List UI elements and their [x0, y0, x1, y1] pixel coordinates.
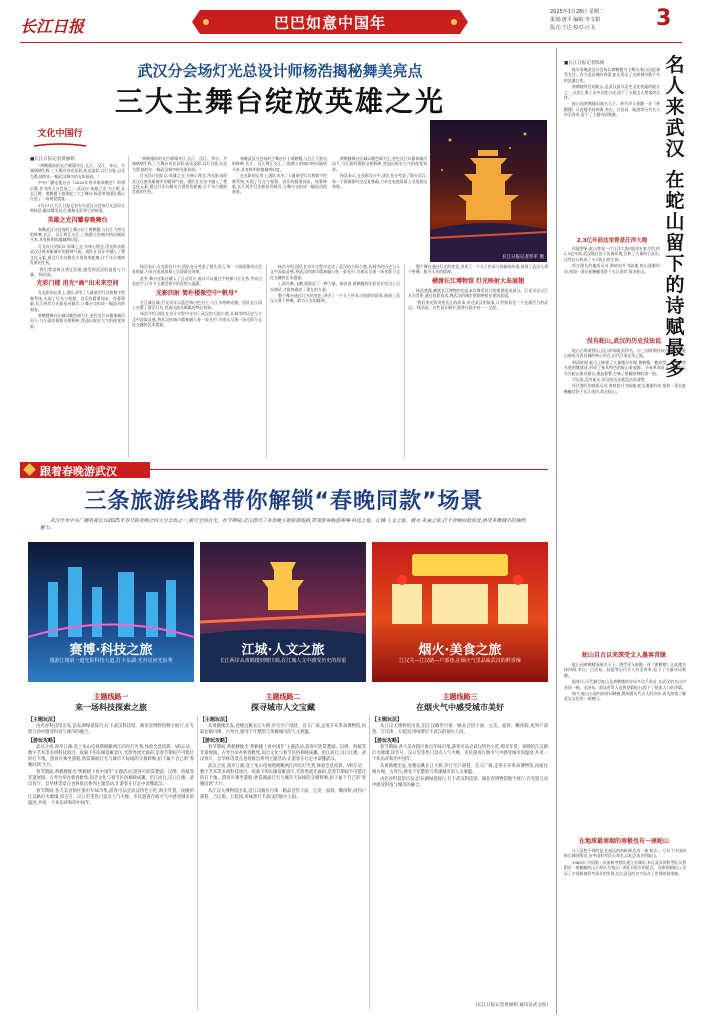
tower-illustration	[430, 120, 547, 262]
masthead	[0, 0, 702, 44]
paragraph: 蛇年春晚武汉分会场以黄鹤楼为主舞台,蛇山因此备受关注。作为武昌城的脊梁,蛇山见证了这座城市数千年的沧桑巨变。	[564, 67, 660, 83]
paragraph: 经过漫长的地质运动,海底抬升为陆地,蛇山逐渐形成,宛如一条长蛇蜿蜒伏卧于长江南岸,故名蛇山。	[564, 383, 686, 394]
theme-title: 主题线路三	[442, 693, 478, 701]
column-rule	[128, 156, 129, 458]
subheading: 横渡长江博物馆 灯光映射大岛展翅	[431, 277, 525, 285]
paragraph: 让人意想不到的是,在遥远的南极洲,也有一座‘蛇山’。它位于中国南极长城站附近,由中国科考队员命名,以纪念家乡的蛇山。	[564, 848, 686, 859]
paragraph: 春节期间,黄鹤楼推出‘黄鹤楼上看中国年’主题活动,游客可欣赏楚剧、汉绣、剪纸等非遗展演。古琴台举办新春雅集,知音文化与春节民俗相映成趣。沿江而行,汉口江滩、武汉客厅、昙华林等景点也将推出系列主题活动,让游客在行走中读懂武汉。	[28, 770, 194, 787]
route-label: 【游玩攻略】	[28, 738, 59, 744]
paragraph: 在光影的运用上,团队采用了大量新型灯具和数字控制系统,实现了灯光与视频、音乐的精准同步。夜幕降临,长江两岸灯光如星河倾泻,与舞台交织成一幅流动的画卷。	[30, 290, 125, 312]
right-section-4	[564, 848, 686, 1014]
paragraph: 蛇山因黄鹤楼而闻名天下。唐代诗人崔颢一首《黄鹤楼》让此楼名扬四海,李白、白居易、陆游等历代名人纷至沓来,留下了大量诗词歌赋。	[564, 101, 660, 118]
right-section-3	[564, 662, 686, 830]
top-kicker: 武汉分会场灯光总设计师杨浩揭秘舞美亮点	[137, 62, 423, 80]
route-panel-desc: 漫游江城第一道光影科技大道,打卡东湖·光谷星河光影秀	[49, 658, 173, 664]
paragraph: 黄鹤楼所在的蛇山,是武汉最具历史文化底蕴的地方之一,这里汇聚了众多名胜古迹,留下了无数文人墨客的足迹。	[564, 84, 660, 101]
column-rule	[197, 716, 198, 1010]
mid-lead: 武汉作为中央广播电视总台2025年春节联欢晚会四大分会场之一,吸引全国目光。春节期间,武汉推出三条春晚主题旅游线路,带领游客畅游赛博·科技之旅、江城·人文之旅、烟火·美食之旅,打卡春晚同款场景,感受英雄城市的独特魅力。	[40, 519, 526, 531]
photo-caption: 长江日报记者彭军 摄	[502, 255, 544, 260]
column-rule	[369, 716, 370, 1010]
right-subheading-2: 没有蛇山,武汉的历史没法说	[586, 338, 662, 345]
paragraph: 整个舞台通过灯光的变化,讲述了一个关于传承与创新的故事,展现了武汉人勇于拼搏、敢为人先的精神。	[408, 264, 548, 275]
route-panel-title: 江城·人文之旅	[241, 643, 325, 658]
paragraph: 经过漫长的地质运动,海底抬升为陆地,蛇山逐渐形成,宛如一条长蛇蜿蜒伏卧于长江南岸,故名蛇山。	[564, 263, 660, 274]
route-col-2	[200, 716, 366, 1010]
theme-title: 主题线路一	[93, 693, 129, 701]
top-col-4	[332, 156, 427, 258]
paragraph: 黄鹤楼舞台区域以暖色调为主,金色光芒从楼体倾泻而下,与江面的倒影交相辉映,营造出恢宏大气的视觉效果。	[332, 156, 427, 172]
paragraph: ‘我们用光影讲述长江的故事,讲述武汉的故事,让世界看见一个充满活力的武汉。’杨浩说。这些设计细节,都将在除夕夜一一呈现。	[408, 299, 548, 311]
paragraph: 据统计,历代描写蛇山及黄鹤楼的诗词多达千余首,在武汉的名山中首屈一指。毛泽东、郭沫若等人也曾登临蛇山,留下了脍炙人口的诗篇。	[564, 679, 686, 690]
editor-line-2: 版式:王达 校对:汪飞	[550, 25, 595, 31]
route-panel-culture	[200, 542, 366, 682]
section-rule	[150, 469, 548, 470]
paragraph: 春晚武汉分会场的主舞台位于黄鹤楼,与长江大桥交相辉映,长江、汉江两江交汇,三镇鼎立的城市格局铺展开来,具有鲜明的地域辨识度。	[232, 156, 327, 172]
paragraph: 武汉之夜,漫步江滩,登上龟山电视塔俯瞰两江四岸灯光秀,体验全息投影、VR互动、数字艺术等多项科技项目。夜幕下的东湖落雁景区,光影秀流光溢彩,是春节期间不可错过的打卡地。游客可乘坐游船,欣赏湖面灯光与城市天际线的交相辉映,拍下属于自己的‘春晚同款’大片。	[200, 764, 366, 787]
right-subheading-4: 在地球最南端的南极也有一座蛇山	[578, 838, 669, 845]
badge-diamond-icon	[23, 463, 36, 476]
paragraph: 上面升腾,飞腾,就象征了一种力量。杨浩说,黄鹤楼的光彩设计经过上百次调试,才最终确定了现在的方案。	[270, 281, 400, 292]
route-label: 【主题玩法】	[200, 717, 231, 723]
route-panel-title: 烟火·美食之旅	[418, 643, 502, 658]
paragraph: 你能想象,蛇山曾是一片汪洋大海?地质专家介绍,约2.3亿年前,武汉地区处于浅海环境,沉积了大量的石灰岩,这些岩石构成了今天蛇山的主体。	[564, 246, 660, 262]
paragraph: 1985年,中国第一次南极考察队建立长城站,来自武汉的科考队员将附近一座蜿蜒的山丘命名为‘蛇山’,寄托对故乡的思念。这座南极蛇山,见证了中国极地科考事业的发展,也让武汉的名字留在了世界的最南端。	[564, 859, 686, 876]
issue-date: 2025年1月28日 星期二	[550, 9, 604, 15]
newspaper-logo: 长江日报	[20, 17, 85, 36]
route-label: 【主题玩法】	[28, 717, 59, 723]
paragraph: 武汉之夜,漫步江滩,登上龟山电视塔俯瞰两江四岸灯光秀,体验全息投影、VR互动、数字艺术等多项科技项目。夜幕下的东湖落雁景区,光影秀流光溢彩,是春节期间不可错过的打卡地。游客可乘坐游船,欣赏湖面灯光与城市天际线的交相辉映,拍下属于自己的‘春晚同款’大片。	[28, 745, 194, 768]
paragraph: 春晚武汉分会场的主舞台位于黄鹤楼,与长江大桥交相辉映,长江、汉江两江交汇,三镇鼎立的城市格局铺展开来,具有鲜明的地域辨识度。	[30, 226, 125, 243]
yellow-crane-tower-photo	[430, 120, 547, 262]
paragraph: 如今,蛇山公园内的诗词碑廊,镌刻着历代名人的诗作,成为游客了解武汉文化的一扇窗口。	[564, 691, 686, 702]
paragraph: 由光谷科技馆出发,沿东湖绿道骑行,打卡武汉科技馆、湖北省博物馆数字展厅,在光影互动中感受科技与城市的融合。	[28, 724, 194, 735]
theme-subtitle: 来一场科技探索之旅	[75, 703, 147, 712]
right-subheading-3: 蛇山自古以来深受文人墨客青睐	[581, 652, 666, 659]
paragraph: 杨浩介绍,团队在设计过程中走访了武汉的大街小巷,从城市的历史与人文中汲取灵感,将武汉的城市精神融入每一束光中,为观众呈现一场光影与文化交融的艺术盛宴。	[270, 264, 400, 280]
right-headline-bottom: 在蛇山留下的诗赋最多	[665, 169, 685, 380]
route-panel-desc: 江汉关—江汉路—户部巷,在烟火气里品味武汉的鲜香辣	[399, 658, 521, 664]
brush-icon	[30, 142, 90, 150]
paragraph: “黄鹤楼前的光芒璀璨夺目,长江、汉江、琴台、月湖熠熠生辉,三大舞台奇光异彩,流光溢彩,以灯为笔,以光为墨,描绘出一幅武汉城市的光影画卷。”	[132, 156, 227, 172]
paragraph: 由光谷科技馆出发,沿东湖绿道骑行,打卡武汉科技馆、湖北省博物馆数字展厅,在光影互动中感受科技与城市的融合。	[372, 777, 548, 788]
paragraph: 从江汉关博物馆出发,沿江汉路步行街一路品尝热干面、豆皮、面窝、糊汤粉,再到户部巷、吉庆街、万松园,用味蕾打卡武汉的烟火人间。	[372, 724, 548, 735]
mid-headline: 三条旅游线路带你解锁“春晚同款”场景	[84, 489, 484, 514]
paragraph: 从江汉关博物馆出发,沿江汉路步行街一路品尝热干面、豆皮、面窝、糊汤粉,再到户部巷、吉庆街、万松园,用味蕾打卡武汉的烟火人间。	[200, 789, 366, 800]
route-panel-title: 赛博·科技之旅	[69, 643, 153, 658]
paragraph: 此外,舞台光影还融入了互动设计,观众可以通过手机参与灯光秀,共同点亮夜空,让更多人感受春节的喜悦与温暖。	[132, 275, 262, 287]
top-col-6	[270, 264, 400, 458]
column-logo-text: 文化中国行	[37, 129, 83, 139]
paragraph: 杨浩介绍,团队在设计过程中走访了武汉的大街小巷,从城市的历史与人文中汲取灵感,将武汉的城市精神融入每一束光中,为观众呈现一场光影与文化交融的艺术盛宴。	[132, 311, 262, 328]
right-headline-top: 名人来武汉	[665, 54, 685, 160]
paragraph: 从黄鹤楼出发,登楼远眺长江大桥,步行至户部巷、首义广场,走进辛亥革命博物馆,再前往晴川阁、古琴台,感受千年楚韵与英雄城市的人文底蕴。	[200, 724, 366, 735]
paragraph: ‘我们希望观众透过屏幕,感受到武汉的温度与力量。’杨浩说。	[30, 266, 125, 277]
right-column-rule	[556, 48, 557, 1014]
route-label: 【主题玩法】	[372, 717, 403, 723]
paragraph: 从黄鹤楼出发,登楼远眺长江大桥,步行至户部巷、首义广场,走进辛亥革命博物馆,再前往晴川阁、古琴台,感受千年楚韵与英雄城市的人文底蕴。	[372, 764, 548, 775]
route-panel-desc: 长江两岸从黄鹤楼到晴川阁,在江城人文中感受历史的厚重	[219, 658, 347, 664]
theme-header-1	[28, 692, 194, 713]
right-byline: ■长江日报记者陈俊	[564, 61, 605, 66]
paragraph: 黄鹤楼舞台区域以暖色调为主,金色光芒从楼体倾泻而下,与江面的倒影交相辉映,营造出恢宏大气的视觉效果。	[30, 312, 125, 329]
paragraph: 整个舞台通过灯光的变化,讲述了一个关于传承与创新的故事,展现了武汉人勇于拼搏、敢为人先的精神。	[270, 293, 400, 304]
paragraph: 可以说,没有蛇山,武汉的历史就没法说清楚。	[572, 377, 649, 383]
paragraph: 1月27日,长江日报记者专访武汉分会场灯光总设计师杨浩,解读舞美亮点,揭秘光影背后的故事。	[30, 202, 125, 214]
section-badge-label: 跟着春晚游武汉	[40, 465, 117, 478]
right-section-2	[564, 348, 686, 644]
paragraph: 在江滩区域,灯光设计以蓝色和白色为主,与江水相映成趣。团队在江面上布置了漂浮灯具,营造出波光粼粼的梦幻效果。	[132, 299, 262, 311]
route-label: 【游玩攻略】	[200, 738, 231, 744]
theme-title: 主题线路二	[265, 693, 301, 701]
theme-header-3	[372, 692, 548, 713]
paragraph: 春节期间,黄鹤楼推出‘黄鹤楼上看中国年’主题活动,游客可欣赏楚剧、汉绣、剪纸等非遗展演。古琴台举办新春雅集,知音文化与春节民俗相映成趣。沿江而行,汉口江滩、武汉客厅、昙华林等景点也将推出系列主题活动,让游客在行走中读懂武汉。	[200, 745, 366, 762]
masthead-rule	[20, 42, 682, 43]
right-subheading-1: 2.3亿年前这里曾是汪洋大海	[576, 238, 648, 244]
paragraph: 春节期间,各大美食街区推出年味市集,游客可品尝武汉特色小吃,购买年货。夜晚的江汉路灯火璀璨,知音号、汉口里等热门景点人气火爆。市民游客在烟火气中感受城市的温度,共度一个欢乐祥和的中国年。	[28, 789, 194, 806]
subheading: 光彩门楼 用光“画”出未来空间	[36, 280, 119, 288]
paragraph: 杨浩表示,在光影设计中,团队充分考虑了镜头语言,每一个画面都经过反复推敲,力求在电视屏幕上呈现最佳效果。	[332, 173, 427, 190]
paragraph: 春节期间,各大美食街区推出年味市集,游客可品尝武汉特色小吃,购买年货。夜晚的江汉路灯火璀璨,知音号、汉口里等热门景点人气火爆。市民游客在烟火气中感受城市的温度,共度一个欢乐祥和的中国年。	[372, 745, 548, 762]
mid-footer-credit: (长江日报记者黄丽娟 通讯员武文锐)	[475, 1003, 548, 1008]
paragraph: 中央广播电视总台《2025年春节联欢晚会》即将启幕,作为四大分会场之一,武汉以‘英雄之光’为主题,在长江畔、黄鹤楼下搭建起三大主舞台,杨浩带领团队精心打造了一场视觉盛宴。	[30, 180, 125, 202]
right-section-1	[564, 246, 660, 330]
paragraph: 明清时期,蛇山上修建了大量楼台亭阁,黄鹤楼、抱冰堂、岳飞亭等名胜相继建成,形成了独具特色的蛇山景观群。辛亥革命首义之夜,起义军在蛇山架设炮台,炮轰督署,打响了推翻帝制的第一枪。	[564, 359, 686, 376]
paragraph: 蛇山古称黄鹄山,因山形如蛇而得名。自三国时期孙权在此筑城,蛇山便成为武昌城的核心所在,历代兵家必争之地。	[564, 348, 686, 359]
paragraph: 灯光设计团队以‘英雄之光’为核心理念,用光影表现武汉这座英雄城市的精神气质。团队在设计中融入了楚文化元素,通过灯光勾勒出古建筑的轮廓,让千年古楼焕发新的生机。	[132, 173, 227, 195]
editor-line: 策划:唐平 编辑:李文娟	[550, 17, 600, 23]
theme-subtitle: 在烟火气中感受城市美好	[416, 703, 504, 712]
top-headline: 三大主舞台绽放英雄之光	[114, 85, 445, 118]
paragraph: 蛇山因黄鹤楼而闻名天下。唐代诗人崔颢一首《黄鹤楼》让此楼名扬四海,李白、白居易、陆游等历代名人纷至沓来,留下了大量诗词歌赋。	[564, 662, 686, 678]
theme-header-2	[200, 692, 366, 713]
route-panel-tech	[28, 542, 194, 682]
column-logo	[30, 118, 90, 154]
paragraph: “黄鹤楼前的光芒璀璨夺目,长江、汉江、琴台、月湖熠熠生辉,三大舞台奇光异彩,流光溢彩,以灯为笔,以光为墨,描绘出一幅武汉城市的光影画卷。”	[30, 163, 125, 179]
right-intro	[564, 60, 660, 230]
paragraph: 在光影的运用上,团队采用了大量新型灯具和数字控制系统,实现了灯光与视频、音乐的精准同步。夜幕降临,长江两岸灯光如星河倾泻,与舞台交织成一幅流动的画卷。	[232, 173, 327, 195]
paragraph: 杨浩透露,横渡长江博物馆也是本次舞美设计的重要组成部分。灯光设计以江水为背景,通过投影技术,将武汉的城市剪影映射在建筑表面。	[408, 287, 548, 299]
column-rule	[404, 264, 405, 458]
top-col-2	[132, 156, 227, 258]
route-panel-food	[372, 542, 548, 682]
top-col-3	[232, 156, 327, 258]
theme-subtitle: 探寻城市人文宝藏	[251, 703, 315, 712]
route-label: 【游玩攻略】	[372, 738, 403, 744]
route-col-1	[28, 716, 194, 1010]
section-banner	[190, 8, 470, 36]
section-title: 巴巴如意中国年	[273, 14, 386, 32]
subheading: 英雄之光闪耀春晚舞台	[47, 216, 108, 224]
top-col-1	[30, 156, 125, 458]
section-badge	[20, 462, 150, 478]
column-rule	[266, 264, 267, 458]
page-number: 3	[656, 6, 672, 31]
paragraph: 杨浩表示,在光影设计中,团队充分考虑了镜头语言,每一个画面都经过反复推敲,力求在电视屏幕上呈现最佳效果。	[132, 264, 262, 275]
subheading: 光影四射 简朴楼像空中“帆母”	[156, 289, 238, 297]
paragraph: 灯光设计团队以‘英雄之光’为核心理念,用光影表现武汉这座英雄城市的精神气质。团队在设计中融入了楚文化元素,通过灯光勾勒出古建筑的轮廓,让千年古楼焕发新的生机。	[30, 243, 125, 266]
top-col-5	[132, 264, 262, 458]
route-col-3	[372, 716, 548, 1000]
top-byline: ■长江日报记者黄丽娟	[30, 157, 75, 162]
top-col-7	[408, 264, 548, 458]
